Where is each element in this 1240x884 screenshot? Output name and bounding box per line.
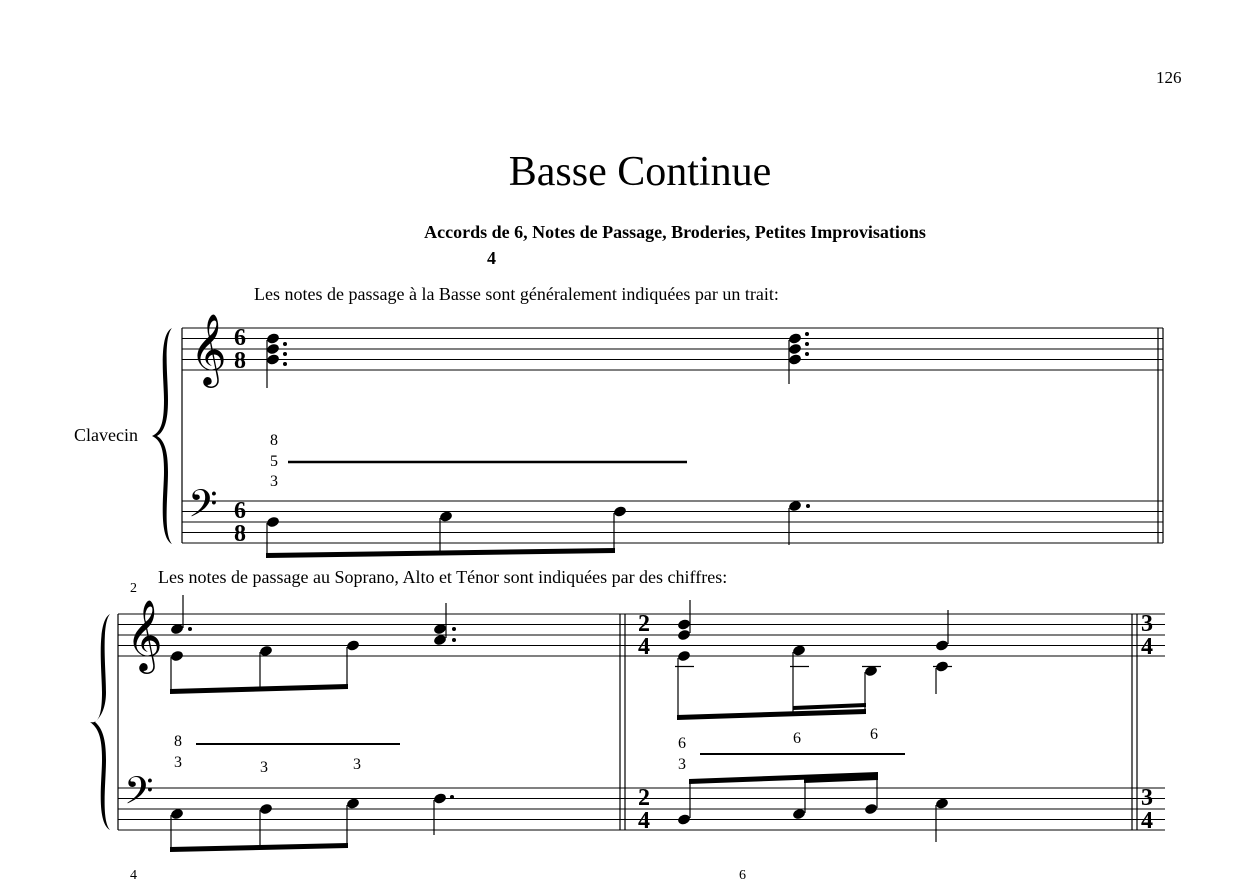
grand-staff-brace xyxy=(90,614,110,830)
figured-bass-figure: 5 xyxy=(270,453,278,470)
time-signature-top: 2 xyxy=(638,785,650,811)
time-signature-top: 2 xyxy=(638,611,650,637)
page-title: Basse Continue xyxy=(508,149,772,195)
figured-bass-figure: 8 xyxy=(270,432,278,449)
figured-bass-figure: 6 xyxy=(793,730,801,747)
grand-staff-brace xyxy=(152,328,172,544)
section-number: 4 xyxy=(487,248,496,268)
figured-bass-figure: 3 xyxy=(678,756,686,773)
bass-clef-icon: 𝄢 xyxy=(188,481,218,535)
time-signature-bottom: 4 xyxy=(638,634,650,660)
figured-bass-figure: 3 xyxy=(174,754,182,771)
instruction-upper-passing-notes: Les notes de passage au Soprano, Alto et Ténor sont indiquées par des chiffres: xyxy=(158,567,728,587)
figured-bass-figure: 8 xyxy=(174,733,182,750)
treble-chord xyxy=(933,610,952,694)
time-signature-bottom: 4 xyxy=(1141,634,1153,660)
system-2 xyxy=(90,595,1165,852)
bass-staff-1 xyxy=(182,501,1163,543)
time-signature-bottom: 8 xyxy=(234,521,246,547)
measure-number-next-right: 6 xyxy=(739,868,746,883)
treble-staff-1 xyxy=(182,328,1163,370)
time-signature-bottom: 4 xyxy=(1141,808,1153,834)
treble-clef-icon: 𝄞 xyxy=(190,312,227,385)
treble-alto-beamed-notes xyxy=(170,639,360,694)
figured-bass-figure: 6 xyxy=(678,735,686,752)
figured-bass-figure: 6 xyxy=(870,726,878,743)
bass-beamed-notes xyxy=(170,797,360,852)
page-number: 126 xyxy=(1156,68,1182,87)
time-signature-top: 6 xyxy=(234,325,246,351)
treble-chord xyxy=(266,332,287,388)
instruction-bass-passing-notes: Les notes de passage à la Basse sont généralement indiquées par un trait: xyxy=(254,284,779,304)
treble-chord xyxy=(677,600,691,641)
treble-clef-icon: 𝄞 xyxy=(126,598,163,671)
time-signature-bottom: 4 xyxy=(638,808,650,834)
bass-beamed-notes xyxy=(266,505,627,558)
instrument-name: Clavecin xyxy=(74,425,138,445)
time-signature-top: 3 xyxy=(1141,611,1153,637)
measure-number: 2 xyxy=(130,581,137,596)
figured-bass-figure: 3 xyxy=(353,756,361,773)
figured-bass-figure: 3 xyxy=(260,759,268,776)
time-signature-top: 6 xyxy=(234,498,246,524)
time-signature-bottom: 8 xyxy=(234,348,246,374)
page-subtitle: Accords de 6, Notes de Passage, Broderies, Petites Improvisations xyxy=(424,222,926,242)
treble-chord xyxy=(788,332,809,384)
bass-clef-icon: 𝄢 xyxy=(124,768,154,822)
system-1 xyxy=(152,312,1163,558)
figured-bass-figure: 3 xyxy=(270,473,278,490)
treble-soprano-note xyxy=(170,595,192,635)
time-signature-top: 3 xyxy=(1141,785,1153,811)
measure-number-next-left: 4 xyxy=(130,868,137,883)
